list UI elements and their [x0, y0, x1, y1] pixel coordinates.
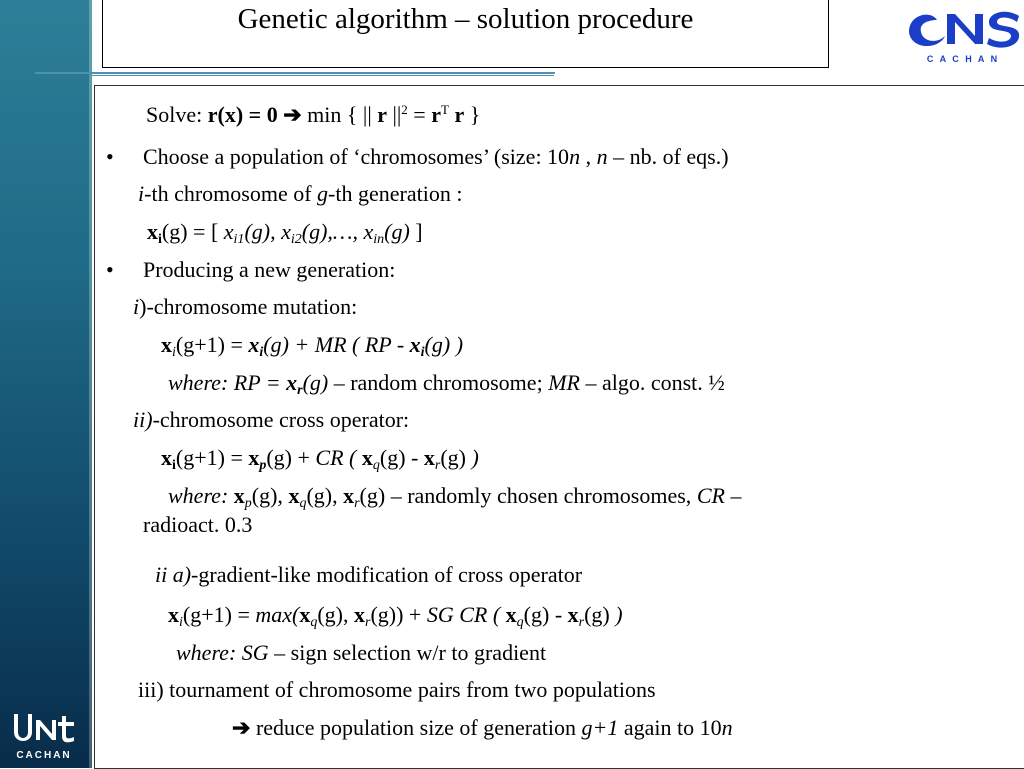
- mutation-where: where: RP = $x_r(g)$ – random chromosome; MR – algo. const. ½: [168, 370, 725, 398]
- university-logo: [8, 708, 80, 764]
- arrow-right-icon: ➔: [232, 715, 251, 740]
- mutation-equation: $x_i(g+1) = x_i(g)$ + MR ( RP - $x_i(g)$ ): [161, 332, 464, 360]
- cross-where: where: $x_p(g)$, $x_q(g)$, $x_r(g)$ – randomly chosen chromosomes, CR –: [168, 483, 742, 511]
- header-rule-secondary: [92, 75, 554, 76]
- chromosome-vector-line: $x_i(g)$ = [ $x_{i1}(g)$, $x_{i2}(g),\dots$, $x_{in}(g)$ ]: [147, 219, 423, 247]
- tournament-line: iii) tournament of chromosome pairs from two populations: [138, 677, 656, 702]
- reduce-line: ➔ reduce population size of generation g+1 again to 10n: [232, 715, 733, 740]
- university-logo-subtext: CACHAN: [16, 750, 72, 761]
- ens-logo-subtext: C A C H A N: [926, 54, 1000, 64]
- gradient-where: where: SG – sign selection w/r to gradient: [176, 640, 547, 665]
- cross-equation: $x_i(g+1) = x_p(g)$ + CR ( $x_q(g) - x_r(g)$ ): [161, 445, 479, 473]
- ith-chromosome-line: i-th chromosome of g-th generation :: [138, 181, 463, 206]
- gradient-equation: $x_i(g+1) = \max(x_q(g)$, $x_r(g)$) + SG CR ( $x_q(g) - x_r(g)$ ): [168, 602, 623, 630]
- bullet-2-icon: •: [106, 257, 114, 282]
- university-logo-mark: [14, 714, 74, 742]
- arrow-right-icon: ➔: [283, 102, 302, 127]
- solve-line: Solve: r(x) = 0 ➔ min { || r $||^2 = r^T$ r }: [146, 102, 481, 127]
- title-box: [102, 0, 829, 68]
- ens-logo-mark: [909, 12, 1019, 48]
- cross-heading: ii)-chromosome cross operator:: [133, 407, 410, 432]
- gradient-heading: ii a)-gradient-like modification of cross operator: [155, 562, 583, 587]
- population-line: Choose a population of ‘chromosomes’ (size: 10n , n – nb. of eqs.): [143, 144, 729, 169]
- sidebar-band: [0, 0, 92, 768]
- mutation-heading: i)-chromosome mutation:: [133, 294, 358, 319]
- cross-where-continued: radioact. 0.3: [143, 512, 253, 537]
- header-rule: [35, 72, 555, 74]
- new-generation-line: Producing a new generation:: [143, 257, 396, 282]
- ens-cachan-logo: [903, 2, 1023, 66]
- bullet-1-icon: •: [106, 144, 114, 169]
- slide-title: Genetic algorithm – solution procedure: [237, 3, 694, 35]
